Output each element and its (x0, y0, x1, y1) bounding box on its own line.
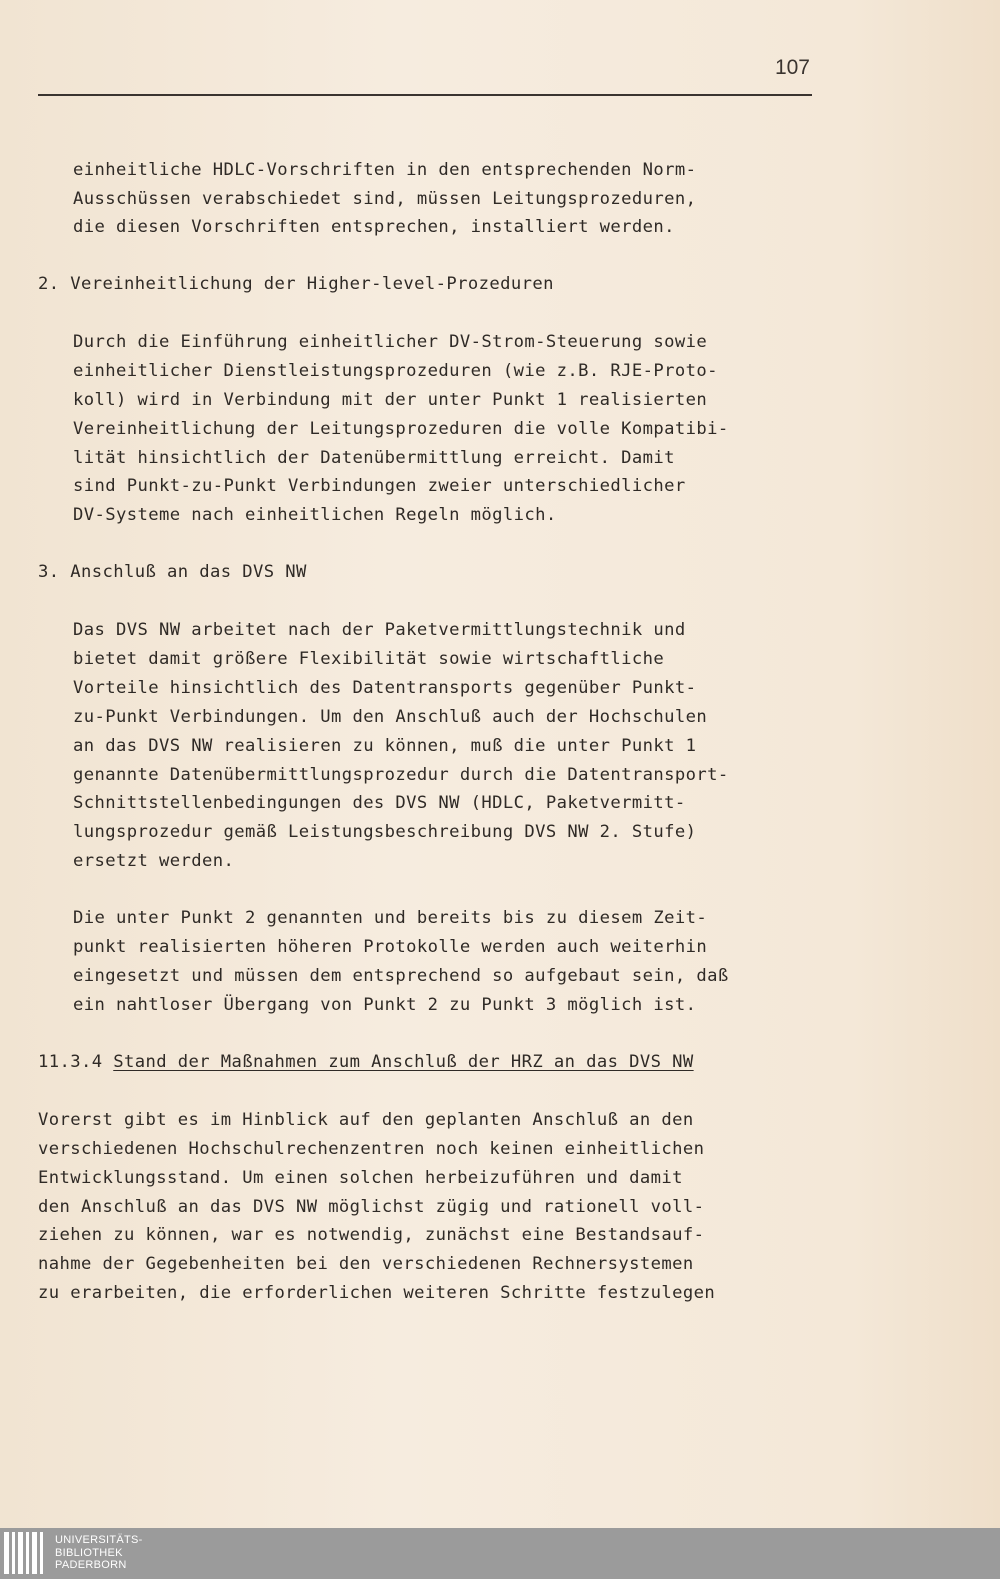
text-line: Durch die Einführung einheitlicher DV-Strom-Steuerung sowie (73, 332, 708, 352)
subsection-title: Stand der Maßnahmen zum Anschluß der HRZ an das DVS NW (113, 1052, 694, 1072)
text-line: Vorerst gibt es im Hinblick auf den geplanten Anschluß an den (38, 1110, 694, 1130)
text-line: lungsprozedur gemäß Leistungsbeschreibung DVS NW 2. Stufe) (73, 822, 697, 842)
text-line: lität hinsichtlich der Datenübermittlung erreicht. Damit (73, 448, 675, 468)
text-line: genannte Datenübermittlungsprozedur durch die Datentransport- (73, 765, 729, 785)
library-barcode-logo-icon (4, 1532, 46, 1574)
text-line: ersetzt werden. (73, 851, 235, 871)
text-line: an das DVS NW realisieren zu können, muß die unter Punkt 1 (73, 736, 697, 756)
text-line: Vereinheitlichung der Leitungsprozeduren die volle Kompatibi- (73, 419, 729, 439)
text-line: einheitlicher Dienstleistungsprozeduren (wie z.B. RJE-Proto- (73, 361, 718, 381)
text-line: zu erarbeiten, die erforderlichen weiteren Schritte festzulegen (38, 1283, 716, 1303)
text-line: Vorteile hinsichtlich des Datentransports gegenüber Punkt- (73, 678, 697, 698)
text-line: den Anschluß an das DVS NW möglichst zügig und rationell voll- (38, 1197, 705, 1217)
library-name-line: PADERBORN (55, 1559, 127, 1571)
page-number: 107 (774, 56, 810, 79)
subsection-number: 11.3.4 (38, 1052, 114, 1072)
text-line: bietet damit größere Flexibilität sowie wirtschaftliche (73, 649, 665, 669)
text-line: nahme der Gegebenheiten bei den verschiedenen Rechnersystemen (38, 1254, 694, 1274)
text-line: punkt realisierten höheren Protokolle werden auch weiterhin (73, 937, 708, 957)
text-line: verschiedenen Hochschulrechenzentren noch keinen einheitlichen (38, 1139, 705, 1159)
library-footer-bar (0, 1528, 1000, 1579)
text-line: Schnittstellenbedingungen des DVS NW (HDLC, Paketvermitt- (73, 793, 686, 813)
text-line: Ausschüssen verabschiedet sind, müssen Leitungsprozeduren, (73, 189, 697, 209)
library-name (55, 1534, 143, 1572)
text-line: koll) wird in Verbindung mit der unter Punkt 1 realisierten (73, 390, 708, 410)
text-line: einheitliche HDLC-Vorschriften in den entsprechenden Norm- (73, 160, 697, 180)
text-line: sind Punkt-zu-Punkt Verbindungen zweier unterschiedlicher (73, 476, 686, 496)
text-line: Entwicklungsstand. Um einen solchen herbeizuführen und damit (38, 1168, 683, 1188)
section-heading: 2. Vereinheitlichung der Higher-level-Prozeduren (38, 274, 554, 294)
text-line: ein nahtloser Übergang von Punkt 2 zu Punkt 3 möglich ist. (73, 995, 697, 1015)
text-line: Die unter Punkt 2 genannten und bereits bis zu diesem Zeit- (73, 908, 708, 928)
subsection-heading (38, 1052, 694, 1072)
header-rule (38, 94, 812, 96)
section-heading: 3. Anschluß an das DVS NW (38, 562, 307, 582)
text-line: ziehen zu können, war es notwendig, zunächst eine Bestandsauf- (38, 1225, 705, 1245)
text-line: DV-Systeme nach einheitlichen Regeln möglich. (73, 505, 557, 525)
text-line: zu-Punkt Verbindungen. Um den Anschluß auch der Hochschulen (73, 707, 708, 727)
text-line: Das DVS NW arbeitet nach der Paketvermittlungstechnik und (73, 620, 686, 640)
text-line: eingesetzt und müssen dem entsprechend so aufgebaut sein, daß (73, 966, 729, 986)
library-name-line: BIBLIOTHEK (55, 1546, 123, 1559)
text-line: die diesen Vorschriften entsprechen, installiert werden. (73, 217, 675, 237)
library-name-line: UNIVERSITÄTS- (55, 1534, 143, 1546)
